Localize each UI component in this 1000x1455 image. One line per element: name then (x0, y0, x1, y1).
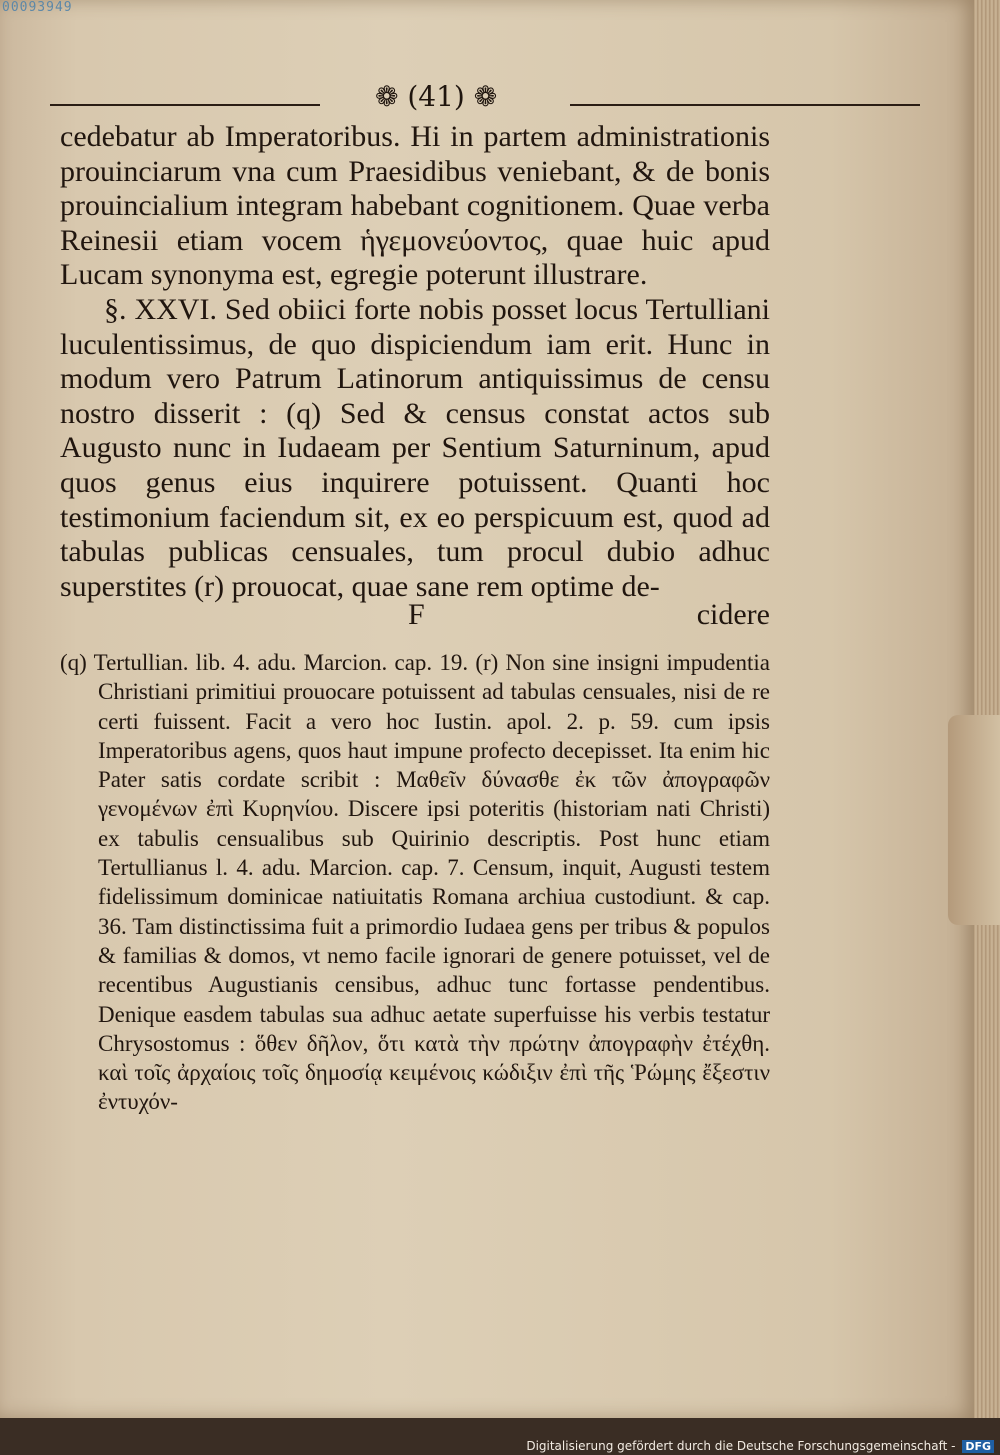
scan-id-mark: 00093949 (2, 0, 73, 15)
header-rule-left (50, 104, 320, 106)
page-block-edge (974, 0, 1000, 1418)
bookmark-strip (948, 715, 1000, 925)
paragraph-continued: cedebatur ab Imperatoribus. Hi in partem administrationis prouinciarum vna cum Praesidibus veniebant, & de bonis prouincialium integram habebant cognitionem. Quae verba Reinesii etiam vocem ἡγεμονεύοντος, quae huic apud Lucam synonyma est, egregie poterunt illustrare. (60, 120, 770, 292)
digitization-credit (526, 1439, 994, 1453)
catchword: cidere (696, 598, 770, 631)
signature-mark: F (408, 598, 425, 631)
page-header (50, 80, 920, 112)
page-number: ❁ (41) ❁ (375, 80, 498, 113)
catch-line (60, 598, 770, 638)
main-text (60, 120, 770, 604)
header-rule-right (570, 104, 920, 106)
credit-text: Digitalisierung gefördert durch die Deutsche Forschungsgemeinschaft - (526, 1439, 956, 1453)
dfg-logo: DFG (962, 1440, 994, 1453)
paragraph-section-xxvi: §. XXVI. Sed obiici forte nobis posset locus Tertulliani luculentissimus, de quo dispiciendum iam erit. Hunc in modum vero Patrum Latinorum antiquissimus de censu nostro disserit : (q) Sed & census constat actos sub Augusto nunc in Iudaeam per Sentium Saturninum, apud quos genus eius inquirere potuissent. Quanti hoc testimonium faciendum sit, ex eo perspicuum est, quod ad tabulas publicas censuales, tum procul dubio adhuc superstites (r) prouocat, quae sane rem optime de- (60, 292, 770, 603)
footnote-q-r: (q) Tertullian. lib. 4. adu. Marcion. cap. 19. (r) Non sine insigni impudentia Christiani primitiui prouocare potuissent ad tabulas censuales, nisi de re certi fuissent. Facit a vero hoc Iustin. apol. 2. p. 59. cum ipsis Imperatoribus agens, quos haut impune profecto decepisset. Ita enim hic Pater satis cordate scribit : Μαθεῖν δύνασθε ἐκ τῶν ἀπογραφῶν γενομένων ἐπὶ Κυρηνίου. Discere ipsi poteritis (historiam nati Christi) ex tabulis censualibus sub Quirinio descriptis. Post hunc etiam Tertullianus l. 4. adu. Marcion. cap. 7. Censum, inquit, Augusti testem fidelissimum dominicae natiuitatis Romana archiua custodiunt. & cap. 36. Tam distinctissima fuit a primordio Iudaea gens per tribus & populos & familias & domos, vt nemo facile ignorari de genere potuisset, vel de recentibus Augustianis censibus, adhuc tunc fortasse pendentibus. Denique easdem tabulas sua adhuc aetate superfuisse his verbis testatur Chrysostomus : ὅθεν δῆλον, ὅτι κατὰ τὴν πρώτην ἀπογραφὴν ἐτέχθη. καὶ τοῖς ἀρχαίοις τοῖς δημοσίᾳ κειμένοις κώδιξιν ἐπὶ τῆς Ῥώμης ἔξεστιν ἐντυχόν- (60, 650, 770, 1115)
footnotes (60, 648, 770, 1117)
